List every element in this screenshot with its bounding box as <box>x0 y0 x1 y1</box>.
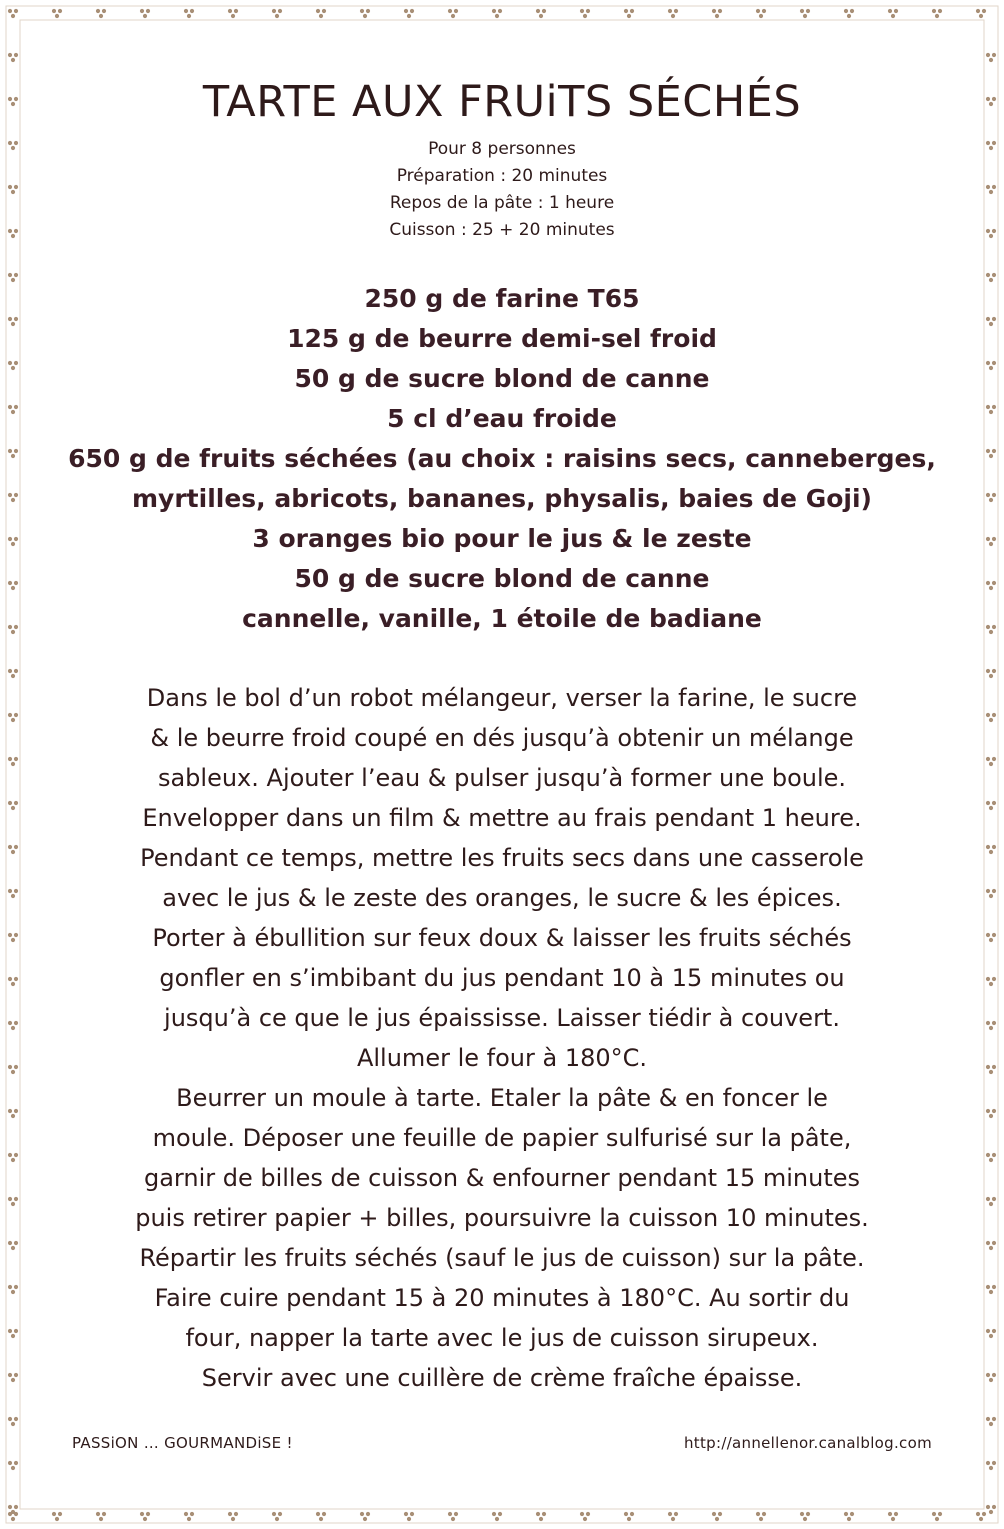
border-ornament <box>986 889 996 898</box>
ingredient-line: 5 cl d’eau froide <box>387 404 617 433</box>
border-ornament <box>986 97 996 106</box>
border-ornament <box>8 273 18 282</box>
servings: Pour 8 personnes <box>428 139 576 159</box>
border-ornament <box>580 9 590 18</box>
method-line: avec le jus & le zeste des oranges, le sucre & les épices. <box>162 884 842 912</box>
border-ornament <box>986 1021 996 1030</box>
border-ornament <box>316 9 326 18</box>
method-line: & le beurre froid coupé en dés jusqu’à obtenir un mélange <box>150 724 854 752</box>
border-ornament <box>624 1512 634 1521</box>
border-ornament <box>986 625 996 634</box>
border-ornament <box>8 493 18 502</box>
border-ornament <box>8 1197 18 1206</box>
method-line: Envelopper dans un film & mettre au frais pendant 1 heure. <box>142 804 862 832</box>
border-ornament <box>932 1512 942 1521</box>
border-ornament <box>8 977 18 986</box>
border-ornament <box>844 9 854 18</box>
border-ornament <box>184 1512 194 1521</box>
border-ornament <box>624 9 634 18</box>
border-ornament <box>8 1417 18 1426</box>
border-ornament <box>668 1512 678 1521</box>
method-line: jusqu’à ce que le jus épaississe. Laisser tiédir à couvert. <box>164 1004 840 1032</box>
method-line: Dans le bol d’un robot mélangeur, verser la farine, le sucre <box>146 684 858 712</box>
border-ornament <box>8 1285 18 1294</box>
border-ornament <box>986 1417 996 1426</box>
border-ornament <box>986 361 996 370</box>
border-ornament <box>360 1512 370 1521</box>
ingredient-line: 50 g de sucre blond de canne <box>294 564 710 593</box>
border-ornament <box>140 9 150 18</box>
border-ornament <box>986 845 996 854</box>
border-ornament <box>888 1512 898 1521</box>
border-ornament <box>986 1197 996 1206</box>
border-ornament <box>712 1512 722 1521</box>
border-ornament <box>8 405 18 414</box>
method-line: four, napper la tarte avec le jus de cuisson sirupeux. <box>185 1324 819 1352</box>
border-ornament <box>8 1241 18 1250</box>
preparation-time: Préparation : 20 minutes <box>396 166 608 186</box>
border-ornament <box>712 9 722 18</box>
border-ornament <box>800 9 810 18</box>
recipe-info <box>40 136 964 244</box>
border-ornament <box>986 1373 996 1382</box>
method-line: Répartir les fruits séchés (sauf le jus de cuisson) sur la pâte. <box>139 1244 865 1272</box>
method-line: Allumer le four à 180°C. <box>356 1044 648 1072</box>
border-ornament <box>448 1512 458 1521</box>
border-ornament <box>8 1329 18 1338</box>
border-ornament <box>986 185 996 194</box>
border-ornament <box>8 1021 18 1030</box>
border-ornament <box>986 581 996 590</box>
border-ornament <box>986 537 996 546</box>
border-ornament <box>668 9 678 18</box>
border-ornament <box>800 1512 810 1521</box>
border-ornament <box>272 9 282 18</box>
border-ornament <box>316 1512 326 1521</box>
border-ornament <box>888 9 898 18</box>
ingredient-line: 250 g de farine T65 <box>364 284 640 313</box>
method-line: Servir avec une cuillère de crème fraîche épaisse. <box>201 1364 803 1392</box>
border-ornament <box>404 1512 414 1521</box>
cooking-time: Cuisson : 25 + 20 minutes <box>389 220 615 240</box>
border-ornament <box>986 1065 996 1074</box>
ingredient-line: cannelle, vanille, 1 étoile de badiane <box>242 604 762 633</box>
border-ornament <box>986 801 996 810</box>
border-ornament <box>8 1109 18 1118</box>
border-ornament <box>986 1241 996 1250</box>
border-ornament <box>404 9 414 18</box>
border-ornament <box>986 757 996 766</box>
border-ornament <box>8 361 18 370</box>
border-ornament <box>228 1512 238 1521</box>
ingredient-line: 50 g de sucre blond de canne <box>294 364 710 393</box>
method-line: Faire cuire pendant 15 à 20 minutes à 180°C. Au sortir du <box>154 1284 850 1312</box>
method-line: gonfler en s’imbibant du jus pendant 10 à 15 minutes ou <box>159 964 845 992</box>
border-ornament <box>8 141 18 150</box>
border-ornament <box>8 713 18 722</box>
border-ornament <box>448 9 458 18</box>
border-ornament <box>52 1512 62 1521</box>
method-line: puis retirer papier + billes, poursuivre la cuisson 10 minutes. <box>135 1204 869 1232</box>
border-ornament <box>986 1285 996 1294</box>
border-ornament <box>932 9 942 18</box>
border-ornament <box>536 9 546 18</box>
border-ornament <box>8 933 18 942</box>
border-ornament <box>8 669 18 678</box>
border-ornament <box>986 53 996 62</box>
border-ornament <box>8 1461 18 1470</box>
border-ornament <box>8 317 18 326</box>
border-ornament <box>986 1505 996 1514</box>
border-ornament <box>976 9 986 18</box>
border-ornament <box>986 405 996 414</box>
border-ornament <box>228 9 238 18</box>
ingredient-line: 125 g de beurre demi-sel froid <box>287 324 717 353</box>
border-ornament <box>844 1512 854 1521</box>
method-line: sableux. Ajouter l’eau & pulser jusqu’à former une boule. <box>157 764 847 792</box>
method-line: Beurrer un moule à tarte. Etaler la pâte & en foncer le <box>176 1084 828 1112</box>
border-ornament <box>52 9 62 18</box>
footer-blog-url: http://annellenor.canalblog.com <box>684 1434 932 1452</box>
border-ornament <box>986 229 996 238</box>
border-ornament <box>360 9 370 18</box>
method-line: Pendant ce temps, mettre les fruits secs dans une casserole <box>140 844 864 872</box>
resting-time: Repos de la pâte : 1 heure <box>389 193 615 213</box>
footer-tagline: PASSiON … GOURMANDiSE ! <box>72 1434 293 1452</box>
border-ornament <box>986 141 996 150</box>
border-ornament <box>8 845 18 854</box>
method-text <box>40 678 964 1398</box>
border-ornament <box>8 757 18 766</box>
border-ornament <box>986 977 996 986</box>
border-ornament <box>8 1373 18 1382</box>
border-ornament <box>8 625 18 634</box>
border-ornament <box>272 1512 282 1521</box>
border-ornament <box>8 185 18 194</box>
border-ornament <box>986 317 996 326</box>
border-ornament <box>8 9 18 18</box>
border-ornament <box>986 273 996 282</box>
border-ornament <box>986 493 996 502</box>
ingredients-list <box>40 279 964 639</box>
border-ornament <box>96 1512 106 1521</box>
border-ornament <box>492 1512 502 1521</box>
method-line: moule. Déposer une feuille de papier sulfurisé sur la pâte, <box>152 1124 852 1152</box>
border-ornament <box>492 9 502 18</box>
border-ornament <box>986 1109 996 1118</box>
border-ornament <box>8 581 18 590</box>
border-ornament <box>8 53 18 62</box>
border-ornament <box>8 801 18 810</box>
border-ornament <box>140 1512 150 1521</box>
border-ornament <box>8 1153 18 1162</box>
border-ornament <box>580 1512 590 1521</box>
border-ornament <box>986 713 996 722</box>
recipe-title: TARTE AUX FRUiTS SÉCHÉS <box>202 77 802 127</box>
method-line: garnir de billes de cuisson & enfourner pendant 15 minutes <box>143 1164 861 1192</box>
border-ornament <box>986 669 996 678</box>
method-line: Porter à ébullition sur feux doux & laisser les fruits séchés <box>152 924 852 952</box>
border-ornament <box>976 1512 986 1521</box>
border-ornament <box>8 449 18 458</box>
border-ornament <box>8 229 18 238</box>
border-ornament <box>986 449 996 458</box>
border-ornament <box>8 97 18 106</box>
border-ornament <box>756 1512 766 1521</box>
border-ornament <box>96 9 106 18</box>
border-ornament <box>8 537 18 546</box>
border-ornament <box>986 1461 996 1470</box>
border-ornament <box>756 9 766 18</box>
ingredient-line: myrtilles, abricots, bananes, physalis, baies de Goji) <box>132 484 872 513</box>
border-ornament <box>986 1153 996 1162</box>
border-ornament <box>986 933 996 942</box>
ingredient-line: 3 oranges bio pour le jus & le zeste <box>252 524 752 553</box>
border-ornament <box>8 1065 18 1074</box>
border-ornament <box>184 9 194 18</box>
border-ornament <box>8 889 18 898</box>
border-ornament <box>986 1329 996 1338</box>
ingredient-line: 650 g de fruits séchées (au choix : raisins secs, canneberges, <box>68 444 936 473</box>
border-ornament <box>536 1512 546 1521</box>
